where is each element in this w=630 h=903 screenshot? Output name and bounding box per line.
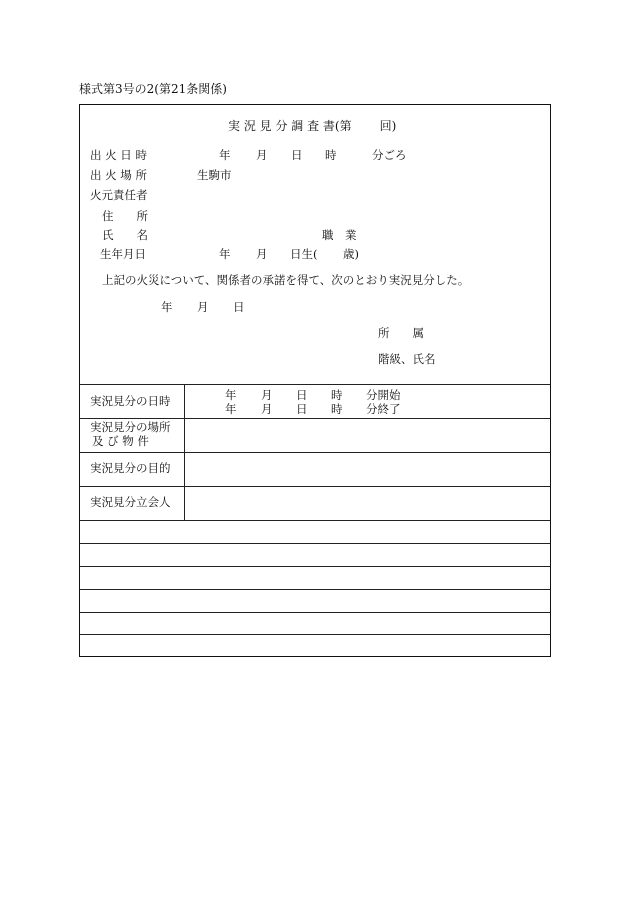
- responsible-person-label: 火元責任者: [90, 188, 148, 202]
- name-label: 氏 名: [102, 228, 148, 242]
- birth-year-unit: 年: [219, 247, 231, 261]
- fire-year-unit: 年: [219, 148, 231, 162]
- report-day-unit: 日: [233, 300, 245, 314]
- birth-month-unit: 月: [256, 247, 268, 261]
- fire-month-unit: 月: [256, 148, 268, 162]
- end-hour-unit: 時: [331, 402, 343, 416]
- end-month-unit: 月: [261, 402, 273, 416]
- fire-hour-unit: 時: [325, 148, 337, 162]
- title-main: 実 況 見 分 調 査 書(第: [228, 119, 352, 133]
- row-divider: [80, 520, 550, 521]
- blank-row-divider: [80, 589, 550, 590]
- start-year-unit: 年: [225, 388, 237, 402]
- blank-row-divider: [80, 634, 550, 635]
- age-unit: 歳): [343, 247, 359, 261]
- inspection-statement: 上記の火災について、関係者の承諾を得て、次のとおり実況見分した。: [102, 273, 470, 287]
- fire-minute-unit: 分ごろ: [372, 148, 407, 162]
- row-divider: [80, 486, 550, 487]
- start-month-unit: 月: [261, 388, 273, 402]
- form-code: 様式第3号の2(第21条関係): [79, 82, 227, 96]
- inspection-place-label: 実況見分の場所: [90, 420, 171, 434]
- address-label: 住 所: [102, 209, 148, 223]
- blank-row-divider: [80, 543, 550, 544]
- inspection-report-form: [79, 104, 551, 657]
- birthdate-label: 生年月日: [100, 247, 146, 261]
- title-kai: 回): [379, 119, 397, 133]
- occupation-label: 職 業: [322, 228, 357, 242]
- end-day-unit: 日: [296, 402, 308, 416]
- table-top-line: [80, 384, 550, 385]
- row-divider: [80, 418, 550, 419]
- fire-place-label: 出 火 場 所: [90, 168, 147, 182]
- start-hour-unit: 時: [331, 388, 343, 402]
- fire-datetime-label: 出 火 日 時: [90, 148, 147, 162]
- fire-place-value: 生駒市: [197, 168, 232, 182]
- start-suffix: 分開始: [366, 388, 401, 402]
- inspection-objects-label: 及 び 物 件: [92, 434, 149, 448]
- birth-day-unit: 日生(: [290, 247, 318, 261]
- end-year-unit: 年: [225, 402, 237, 416]
- report-month-unit: 月: [197, 300, 209, 314]
- table-column-divider: [184, 384, 185, 520]
- inspection-datetime-label: 実況見分の日時: [90, 394, 171, 408]
- document-title: [228, 117, 396, 134]
- start-day-unit: 日: [296, 388, 308, 402]
- inspection-purpose-label: 実況見分の目的: [90, 461, 171, 475]
- blank-row-divider: [80, 566, 550, 567]
- fire-day-unit: 日: [291, 148, 303, 162]
- row-divider: [80, 452, 550, 453]
- rank-name-label: 階級、氏名: [378, 352, 436, 366]
- blank-row-divider: [80, 612, 550, 613]
- report-year-unit: 年: [161, 300, 173, 314]
- end-suffix: 分終了: [366, 402, 401, 416]
- affiliation-label: 所 属: [378, 326, 424, 340]
- inspection-witness-label: 実況見分立会人: [90, 495, 171, 509]
